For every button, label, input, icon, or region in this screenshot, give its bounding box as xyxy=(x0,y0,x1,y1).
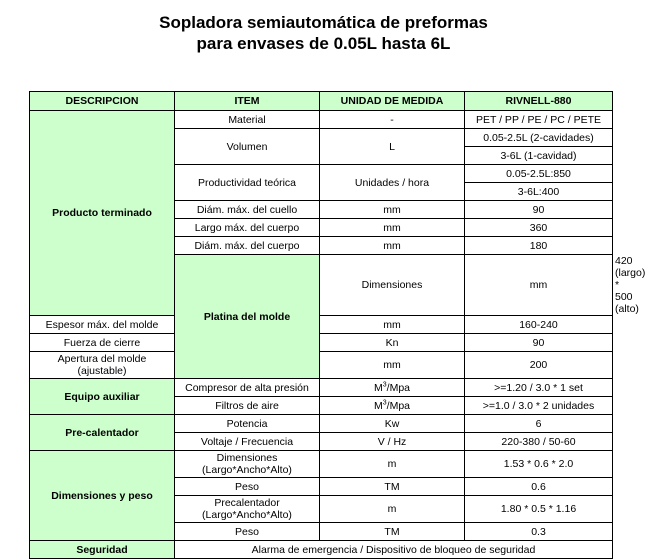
table-row xyxy=(30,111,613,129)
item-cell: Espesor máx. del molde xyxy=(30,316,175,334)
item-line-2: (Largo*Ancho*Alto) xyxy=(202,509,292,521)
unit-cell: m xyxy=(320,451,465,478)
item-cell: Dimensiones xyxy=(320,255,465,316)
item-cell: Diám. máx. del cuello xyxy=(175,201,320,219)
category-producto: Producto terminado xyxy=(30,111,175,316)
category-dimensiones: Dimensiones y peso xyxy=(30,451,175,541)
item-cell: Largo máx. del cuerpo xyxy=(175,219,320,237)
value-cell: 3-6L:400 xyxy=(465,183,613,201)
category-platina: Platina del molde xyxy=(175,255,320,379)
unit-cell: TM xyxy=(320,478,465,496)
unit-cell: mm xyxy=(320,237,465,255)
header-descripcion: DESCRIPCION xyxy=(30,92,175,111)
value-cell: 1.80 * 0.5 * 1.16 xyxy=(465,496,613,523)
item-cell: Compresor de alta presión xyxy=(175,379,320,397)
table-row xyxy=(30,541,613,559)
value-cell: 3-6L (1-cavidad) xyxy=(465,147,613,165)
header-unidad: UNIDAD DE MEDIDA xyxy=(320,92,465,111)
item-cell: Peso xyxy=(175,523,320,541)
document-title xyxy=(0,12,647,54)
item-cell xyxy=(175,451,320,478)
unit-cell: m xyxy=(320,496,465,523)
item-cell: Fuerza de cierre xyxy=(30,334,175,352)
value-cell: >=1.20 / 3.0 * 1 set xyxy=(465,379,613,397)
item-cell: Voltaje / Frecuencia xyxy=(175,433,320,451)
value-cell: >=1.0 / 3.0 * 2 unidades xyxy=(465,397,613,415)
category-equipo: Equipo auxiliar xyxy=(30,379,175,415)
title-line-1: Sopladora semiautomática de preformas xyxy=(159,13,488,32)
header-row xyxy=(30,92,613,111)
unit-superscript: 3 xyxy=(382,381,387,388)
item-cell: Material xyxy=(175,111,320,129)
item-line-2: (ajustable) xyxy=(77,365,127,377)
unit-rest: /Mpa xyxy=(386,399,410,412)
table-row xyxy=(30,451,613,478)
value-cell: 0.05-2.5L (2-cavidades) xyxy=(465,129,613,147)
value-cell: 160-240 xyxy=(465,316,613,334)
unit-cell: TM xyxy=(320,523,465,541)
category-precal: Pre-calentador xyxy=(30,415,175,451)
header-model: RIVNELL-880 xyxy=(465,92,613,111)
table-row xyxy=(30,352,613,379)
value-cell: 200 xyxy=(465,352,613,379)
unit-cell: mm xyxy=(320,352,465,379)
table-row: Platina del molde Dimensiones mm 420 (largo) * 500 (alto) xyxy=(30,255,613,316)
unit-cell: mm xyxy=(320,316,465,334)
item-cell: Volumen xyxy=(175,129,320,165)
value-cell: 6 xyxy=(465,415,613,433)
value-cell: 0.3 xyxy=(465,523,613,541)
value-cell: 0.05-2.5L:850 xyxy=(465,165,613,183)
item-cell xyxy=(175,496,320,523)
unit-base: M xyxy=(374,399,383,412)
item-cell: Potencia xyxy=(175,415,320,433)
value-cell: 180 xyxy=(465,237,613,255)
value-cell: 220-380 / 50-60 xyxy=(465,433,613,451)
unit-cell: Kn xyxy=(320,334,465,352)
unit-superscript: 3 xyxy=(382,399,387,406)
unit-cell: mm xyxy=(320,219,465,237)
value-cell: 0.6 xyxy=(465,478,613,496)
unit-cell: mm xyxy=(320,201,465,219)
unit-cell xyxy=(320,397,465,415)
item-line-1: Apertura del molde xyxy=(57,353,147,365)
value-cell: 90 xyxy=(465,334,613,352)
value-cell: 90 xyxy=(465,201,613,219)
unit-cell: - xyxy=(320,111,465,129)
value-cell: 1.53 * 0.6 * 2.0 xyxy=(465,451,613,478)
category-seguridad: Seguridad xyxy=(30,541,175,559)
spec-table xyxy=(29,91,646,559)
item-cell xyxy=(30,352,175,379)
item-cell: Filtros de aire xyxy=(175,397,320,415)
unit-base: M xyxy=(374,381,383,394)
item-cell: Productividad teórica xyxy=(175,165,320,201)
table-row xyxy=(30,334,613,352)
unit-cell: V / Hz xyxy=(320,433,465,451)
unit-cell: Unidades / hora xyxy=(320,165,465,201)
unit-cell: L xyxy=(320,129,465,165)
table-row xyxy=(30,316,613,334)
unit-cell: mm xyxy=(465,255,613,316)
table-row xyxy=(30,415,613,433)
header-item: ITEM xyxy=(175,92,320,111)
value-cell: PET / PP / PE / PC / PETE xyxy=(465,111,613,129)
seguridad-value: Alarma de emergencia / Dispositivo de bloqueo de seguridad xyxy=(175,541,613,559)
item-cell: Peso xyxy=(175,478,320,496)
item-line-1: Precalentador xyxy=(214,497,280,509)
unit-cell xyxy=(320,379,465,397)
item-line-1: Dimensiones xyxy=(216,452,278,464)
unit-rest: /Mpa xyxy=(386,381,410,394)
value-cell: 360 xyxy=(465,219,613,237)
item-line-2: (Largo*Ancho*Alto) xyxy=(202,464,292,476)
title-line-2: para envases de 0.05L hasta 6L xyxy=(196,34,451,53)
item-cell: Diám. máx. del cuerpo xyxy=(175,237,320,255)
table-row xyxy=(30,379,613,397)
unit-cell: Kw xyxy=(320,415,465,433)
